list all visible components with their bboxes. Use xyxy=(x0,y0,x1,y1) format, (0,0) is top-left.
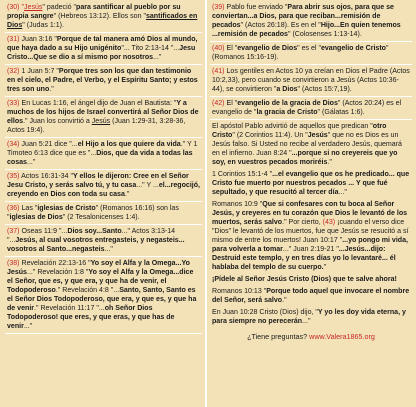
text-span: Porque de tal manera amó Dios al mundo, que haya dado a su Hijo unigénito xyxy=(7,36,198,52)
text-span: el...regocijó, creyendo en Dios con toda su casa xyxy=(7,182,201,198)
text-span: Pablo fue enviado " xyxy=(226,4,288,11)
text-span: ." Y 1 Timoteo 6:13 dice que es "... xyxy=(7,141,198,157)
right_body-item xyxy=(210,199,412,274)
right_body-item xyxy=(210,121,412,169)
text-span: iglesias de Dios xyxy=(9,214,63,221)
text-span: Romanos 10:13 " xyxy=(212,288,267,295)
text-span: evangelio de la gracia de Dios xyxy=(237,100,338,107)
text-span: " (Hebreos 13:12). Ellos son " xyxy=(53,13,146,20)
footer-site-link[interactable]: www.Valera1865.org xyxy=(309,332,375,341)
text-span: (42) xyxy=(212,100,227,107)
text-span: (43) xyxy=(322,219,336,226)
left-item xyxy=(5,171,202,202)
text-span: ...Jesús...dijo: Destruid este templo, y en tres días yo lo levantaré... él hablaba del templo de su cuerpo. xyxy=(212,246,396,271)
left-column xyxy=(0,0,205,407)
text-span: ." xyxy=(49,86,54,93)
text-span: ¡Pídele al Señor Jesús Cristo (Dios) que te salve ahora! xyxy=(212,276,397,283)
text-span: Jesús, al cual vosotros entregasteis, y negasteis... vosotros al Santo...negasteis xyxy=(7,237,185,253)
text-span: ...el evangelio que os he predicado... que Cristo fue muerto por nuestros pecados ... Y que fué sepultado, y que resucitó al tercer día xyxy=(212,171,410,196)
text-span: " que no es Dios es un Jesús falso. Si Usted no recibe al verdadero Jesús, quemará en el infierno. Juan 8:24 " xyxy=(212,132,402,157)
text-span: " (2 Tesalonicenses 1:4). xyxy=(62,214,140,221)
text-span: Juan 5:21 dice "... xyxy=(21,141,78,148)
text-span: ..." Revelación 1:8 " xyxy=(26,269,89,276)
left-item xyxy=(5,98,202,138)
text-span: Santo, Santo, Santo es el Señor Dios Todopoderoso, que era, y que es, y que ha de venir xyxy=(7,287,197,312)
text-span: (39) xyxy=(212,4,227,11)
text-span: " xyxy=(323,264,327,271)
text-span: El apóstol Pablo advirtió de aquellos que predican " xyxy=(212,123,373,130)
right_body-item xyxy=(210,274,412,286)
footer xyxy=(210,332,412,341)
text-span: ..." xyxy=(104,246,113,253)
text-span: (32) xyxy=(7,68,22,75)
text-span: ¡cuando el verso dice "Dios" le levantó de los muertos, fue que Jesús se resucitó a sí mismo de entre los muertos! Juan 10:17 " xyxy=(212,219,409,244)
text-span: Jesús xyxy=(307,132,328,139)
text-span: (35) xyxy=(7,173,22,180)
text-span: ..." Juan 2:19-21 " xyxy=(282,246,339,253)
text-span: evangelio de Dios xyxy=(237,45,298,52)
text-span: Y ellos le dijeron: Cree en el Señor Jesu Cristo, y serás salvo tú, y tu casa xyxy=(7,173,189,189)
text-span: " (Actos 26:18). Es en el " xyxy=(240,22,321,29)
text-span: Dios soy...Santo xyxy=(67,228,122,235)
text-span: iglesias de Cristo xyxy=(37,205,96,212)
text-span: santificados en Dios xyxy=(7,13,198,29)
text-span: Actos 16:31-34 " xyxy=(21,173,73,180)
text-span: " (Romanos 16:16) son las " xyxy=(7,205,179,221)
footer-question: ¿Tiene preguntas? xyxy=(247,332,308,341)
text-span: " (Colosenses 1:13-14). xyxy=(287,31,362,38)
text-span: El " xyxy=(226,45,238,52)
text-span: ..." xyxy=(23,323,33,330)
text-span: "... Tito 2:13-14 "... xyxy=(121,45,180,52)
text-span: ..." Y ... xyxy=(136,182,159,189)
text-span: Las " xyxy=(21,205,38,212)
text-span: ..." Actos 3:13-14 "... xyxy=(7,228,176,244)
text-span: ..." xyxy=(338,189,347,196)
right-item xyxy=(210,43,412,65)
right_body-item xyxy=(210,307,412,328)
text-span: " es el " xyxy=(297,45,321,52)
text-span: (31) xyxy=(7,36,22,43)
text-span: " (Gálatas 1:6). xyxy=(317,109,365,116)
left-item xyxy=(5,66,202,97)
text-span: Dios, que da vida a todas las cosas xyxy=(7,150,193,166)
text-span: 1 Juan 5:7 " xyxy=(21,68,59,75)
left-item xyxy=(5,258,202,334)
text-span: Porque tres son los que dan testimonio en el cielo, el Padre, el Verbo, y el Espíritu Santo; y estos tres son uno xyxy=(7,68,198,93)
right-item xyxy=(210,98,412,120)
left-item xyxy=(5,203,202,225)
text-span: " (Actos 15:7,19). xyxy=(297,86,352,93)
text-span: ...porque si no creyereis que yo soy, en vuestros pecados moriréis xyxy=(212,150,398,166)
text-span: ." Revelación 4:8 "... xyxy=(55,287,120,294)
text-span: " (Actos 20:24) es el evangelio de " xyxy=(212,100,402,116)
text-span: evangelio de Cristo xyxy=(320,45,386,52)
right-column xyxy=(207,0,416,407)
text-span: Para abrir sus ojos, para que se conviertan...a Dios, para que reciban...remisión de pecados xyxy=(212,4,394,29)
text-span: (Juan 1:29-31, 3:28-36, Actos 19:4). xyxy=(7,118,186,134)
text-span: Jesu Cristo...Que se dio a sí mismo por nosotros xyxy=(7,45,196,61)
text-span: (33) xyxy=(7,100,22,107)
text-span: (38) xyxy=(7,260,22,267)
left-item xyxy=(5,2,202,33)
text-span: la gracia de Cristo xyxy=(256,109,318,116)
text-span: ." xyxy=(282,297,287,304)
right_body-item xyxy=(210,286,412,307)
text-span: (30) " xyxy=(7,4,24,11)
text-span: En Lucas 1:16, el ángel dijo de Juan el Bautista: " xyxy=(21,100,177,107)
text-span: (41) xyxy=(212,68,227,75)
text-span: Revelación 22:13-16 " xyxy=(21,260,91,267)
text-span: Y a muchos de los hijos de Israel convertirá al Señor Dios de ellos xyxy=(7,100,199,125)
text-span: Juan 3:16 " xyxy=(21,36,57,43)
text-span: Yo soy el Alfa y la Omega...Yo Jesús xyxy=(7,260,190,276)
text-span: 1 Corintios 15:1-4 " xyxy=(212,171,273,178)
text-span: (36) xyxy=(7,205,22,212)
text-span: " (Judas 1:1). xyxy=(22,22,64,29)
text-span: ." Juan los convirtió a xyxy=(23,118,92,125)
text-span: el Hijo a los que quiere da vida xyxy=(77,141,181,148)
right_body-item xyxy=(210,169,412,199)
text-span: oh Señor Dios Todopoderoso! que eres, y que eras, y que has de venir xyxy=(7,305,175,330)
text-span: otro Cristo xyxy=(212,123,387,139)
left-item xyxy=(5,139,202,170)
text-span: En Juan 10:28 Cristo (Dios) dijo, " xyxy=(212,309,318,316)
text-span: Hijo...En quien tenemos ...remisión de pecados xyxy=(212,22,401,38)
text-span: (40) xyxy=(212,45,227,52)
text-span: El " xyxy=(226,100,238,107)
text-span: Que si confesares con tu boca al Señor Jesús, y creyeres en tu corazón que Dios le levantó de los muertos, serás salvo xyxy=(212,201,408,226)
left-item xyxy=(5,226,202,257)
text-span: (37) xyxy=(7,228,22,235)
text-span: Jesús xyxy=(24,4,43,11)
text-span: Romanos 10:9 " xyxy=(212,201,263,208)
right-item xyxy=(210,66,412,97)
text-span: ." xyxy=(124,191,130,198)
text-span: ..." xyxy=(153,54,162,61)
text-span: " (2 Corintios 11:4). Un " xyxy=(232,132,308,139)
text-span: ." Por cierto, xyxy=(282,219,323,226)
text-span: a Dios xyxy=(276,86,298,93)
text-span: Yo soy el Alfa y la Omega...dice el Señor, que es, y que era, y que ha de venir, el Todopoderoso xyxy=(7,269,194,294)
left-item xyxy=(5,34,202,65)
text-span: (34) xyxy=(7,141,22,148)
text-span: Oseas 11:9 "... xyxy=(21,228,68,235)
text-span: para santificar al pueblo por su propia sangre xyxy=(7,4,181,20)
text-span: ..." xyxy=(26,159,36,166)
text-span: ...yo pongo mi vida, para volverla a tomar xyxy=(212,237,408,253)
text-span: ..." xyxy=(302,318,311,325)
right-item xyxy=(210,2,412,42)
text-span: Porque todo aquel que invocare el nombre del Señor, será salvo xyxy=(212,288,410,304)
text-span: " (Romanos 15:16-19). xyxy=(212,45,389,61)
text-span: Y yo les doy vida eterna, y para siempre no perecerán xyxy=(212,309,406,325)
text-span: ." xyxy=(327,159,332,166)
text-span: ." Revelación 11:17 "... xyxy=(34,305,105,312)
text-span: Jesús xyxy=(91,118,111,125)
text-span: " padeció " xyxy=(42,4,77,11)
text-span: Los gentiles en Actos 10 ya creían en Dios el Padre (Actos 10:2,33), pero cuando se convirtieron a Jesús (Actos 10:36-44), se convirtieron " xyxy=(212,68,410,93)
